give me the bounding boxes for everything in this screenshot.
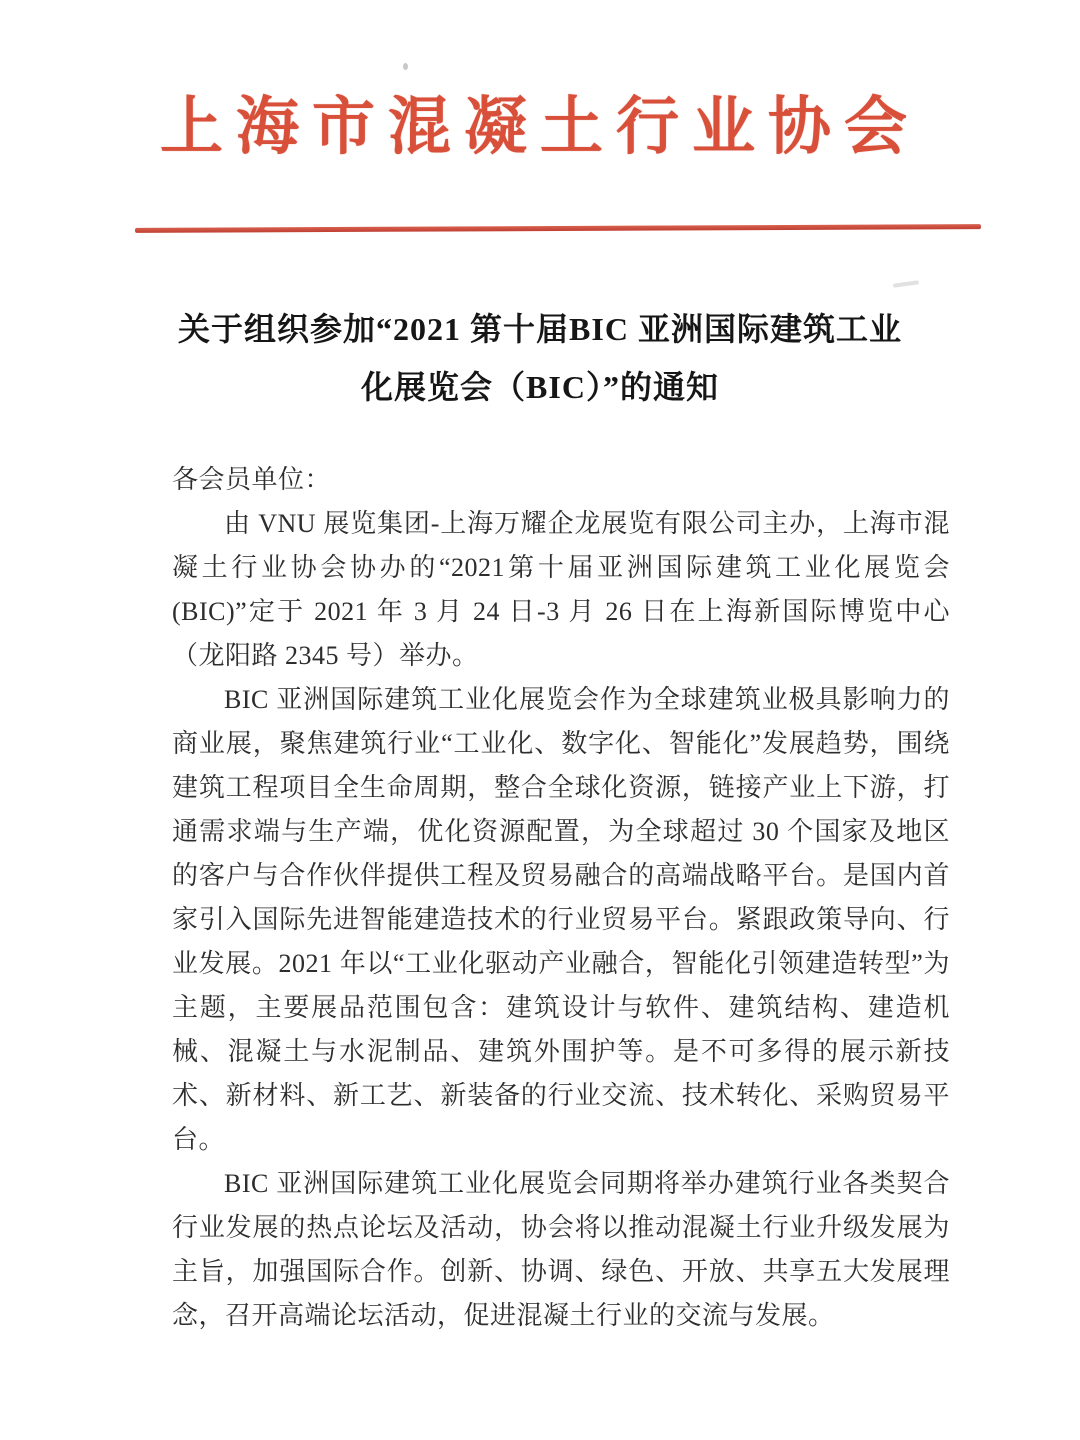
paragraph-exhibition-description: BIC 亚洲国际建筑工业化展览会作为全球建筑业极具影响力的商业展，聚焦建筑行业“工业化、数字化、智能化”发展趋势，围绕建筑工程项目全生命周期，整合全球化资源，链接产业上下游，打通需求端与生产端，优化资源配置，为全球超过 30 个国家及地区的客户与合作伙伴提供工程及贸易融合的高端战略平台。是国内首家引入国际先进智能建造技术的行业贸易平台。紧跟政策导向、行业发展。2021 年以“工业化驱动产业融合，智能化引领建造转型”为主题，主要展品范围包含：建筑设计与软件、建筑结构、建造机械、混凝土与水泥制品、建筑外围护等。是不可多得的展示新技术、新材料、新工艺、新装备的行业交流、技术转化、采购贸易平台。 (172, 685, 950, 1154)
scan-speck (403, 63, 408, 70)
paragraph-forums-activities: BIC 亚洲国际建筑工业化展览会同期将举办建筑行业各类契合行业发展的热点论坛及活动，协会将以推动混凝土行业升级发展为主旨，加强国际合作。创新、协调、绿色、开放、共享五大发展理念，召开高端论坛活动，促进混凝土行业的交流与发展。 (172, 1169, 950, 1330)
notice-title-line2: 化展览会（BIC）”的通知 (361, 369, 719, 405)
notice-title (140, 300, 940, 416)
letterhead-org-name: 上海市混凝土行业协会 (160, 92, 920, 162)
notice-body (172, 458, 950, 1338)
paragraph-event-overview: 由 VNU 展览集团-上海万耀企龙展览有限公司主办，上海市混凝土行业协会协办的“2021第十届亚洲国际建筑工业化展览会(BIC)”定于 2021 年 3 月 24 日-3 月 26 日在上海新国际博览中心（龙阳路 2345 号）举办。 (172, 509, 950, 670)
notice-title-line1: 关于组织参加“2021 第十届BIC 亚洲国际建筑工业 (178, 311, 902, 347)
letterhead-divider-rule (135, 224, 981, 233)
scan-speck (893, 280, 919, 288)
salutation: 各会员单位： (172, 465, 332, 494)
